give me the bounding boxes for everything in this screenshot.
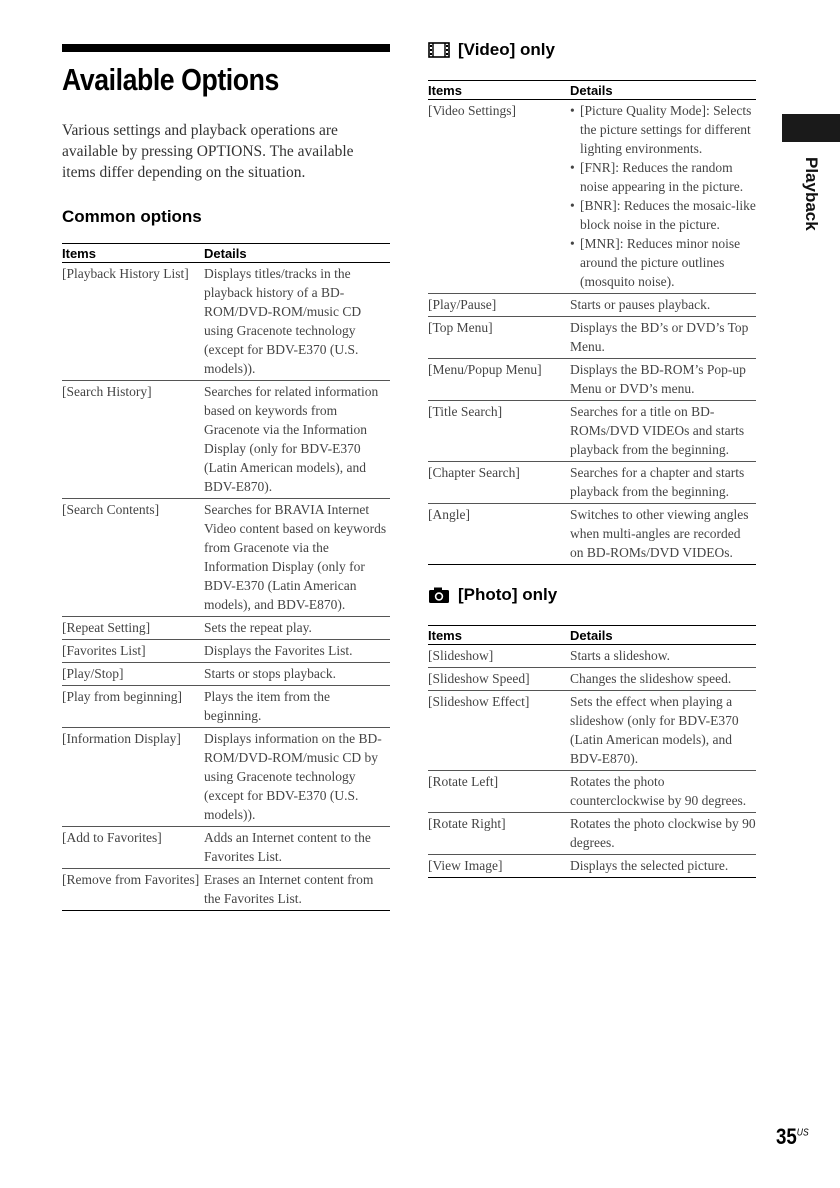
chapter-tab-marker xyxy=(782,114,840,142)
video-only-title: [Video] only xyxy=(458,40,555,59)
item-cell: [Remove from Favorites] xyxy=(62,869,204,911)
items-header: Items xyxy=(428,81,570,100)
item-cell: [Add to Favorites] xyxy=(62,827,204,869)
item-cell: [Rotate Right] xyxy=(428,813,570,855)
chapter-tab-label xyxy=(797,152,825,236)
intro-paragraph: Various settings and playback operations are available by pressing OPTIONS. The available items differ depending on the situation. xyxy=(62,122,354,181)
detail-cell: Searches for related information based on keywords from Gracenote via the Information Display (only for BDV-E370 (Latin American models), and BDV-E870). xyxy=(204,381,390,499)
list-item: • [MNR]: Reduces minor noise around the picture outlines (mosquito noise). xyxy=(570,234,756,291)
item-cell: [Menu/Popup Menu] xyxy=(428,359,570,401)
photo-only-heading xyxy=(428,585,756,605)
table-row xyxy=(428,691,756,771)
items-header: Items xyxy=(428,626,570,645)
page-number xyxy=(776,1124,809,1150)
item-cell: [Playback History List] xyxy=(62,263,204,381)
detail-cell: Starts a slideshow. xyxy=(570,645,756,668)
detail-cell: Searches for BRAVIA Internet Video content based on keywords from Gracenote via the Information Display (only for BDV-E370 (Latin American models), and BDV-E870). xyxy=(204,499,390,617)
detail-cell: Plays the item from the beginning. xyxy=(204,686,390,728)
table-row xyxy=(428,668,756,691)
detail-cell: Starts or stops playback. xyxy=(204,663,390,686)
item-cell: [Favorites List] xyxy=(62,640,204,663)
common-options-heading: Common options xyxy=(62,207,202,226)
item-cell: [Play/Stop] xyxy=(62,663,204,686)
detail-cell: Rotates the photo clockwise by 90 degrees. xyxy=(570,813,756,855)
table-row xyxy=(62,263,390,381)
table-row xyxy=(428,813,756,855)
chapter-tab-text: Playback xyxy=(802,157,821,231)
photo-options-table xyxy=(428,625,756,878)
detail-cell: Rotates the photo counterclockwise by 90 degrees. xyxy=(570,771,756,813)
detail-cell: Displays the BD-ROM’s Pop-up Menu or DVD’s menu. xyxy=(570,359,756,401)
item-cell: [Information Display] xyxy=(62,728,204,827)
detail-cell: Sets the effect when playing a slideshow (only for BDV-E370 (Latin American models), and BDV-E870). xyxy=(570,691,756,771)
table-header-row xyxy=(62,244,390,263)
detail-cell: Displays the Favorites List. xyxy=(204,640,390,663)
film-icon xyxy=(428,41,450,59)
table-row xyxy=(62,686,390,728)
detail-cell: Searches for a chapter and starts playback from the beginning. xyxy=(570,462,756,504)
detail-cell: Sets the repeat play. xyxy=(204,617,390,640)
item-cell: [Slideshow Effect] xyxy=(428,691,570,771)
video-settings-list xyxy=(570,101,756,291)
detail-cell: Erases an Internet content from the Favorites List. xyxy=(204,869,390,911)
table-row xyxy=(428,401,756,462)
item-cell: [Search History] xyxy=(62,381,204,499)
item-cell: [Repeat Setting] xyxy=(62,617,204,640)
list-item: • [BNR]: Reduces the mosaic-like block noise in the picture. xyxy=(570,196,756,234)
list-item: • [FNR]: Reduces the random noise appearing in the picture. xyxy=(570,158,756,196)
item-cell: [Slideshow Speed] xyxy=(428,668,570,691)
details-header: Details xyxy=(204,244,390,263)
item-cell: [Video Settings] xyxy=(428,100,570,294)
detail-cell: Displays the selected picture. xyxy=(570,855,756,878)
detail-cell: Searches for a title on BD-ROMs/DVD VIDEOs and starts playback from the beginning. xyxy=(570,401,756,462)
detail-cell xyxy=(570,100,756,294)
table-row xyxy=(428,294,756,317)
table-row xyxy=(62,381,390,499)
table-row xyxy=(428,504,756,565)
page-title: Available Options xyxy=(62,62,279,97)
table-row xyxy=(62,499,390,617)
details-header: Details xyxy=(570,81,756,100)
table-row xyxy=(428,855,756,878)
table-row xyxy=(62,617,390,640)
details-header: Details xyxy=(570,626,756,645)
table-row xyxy=(428,771,756,813)
right-column xyxy=(428,40,756,878)
detail-cell: Starts or pauses playback. xyxy=(570,294,756,317)
item-cell: [Angle] xyxy=(428,504,570,565)
video-options-table xyxy=(428,80,756,565)
table-row xyxy=(62,869,390,911)
left-column xyxy=(62,44,390,911)
table-row xyxy=(428,317,756,359)
video-only-heading xyxy=(428,40,756,60)
table-header-row xyxy=(428,81,756,100)
item-cell: [Play from beginning] xyxy=(62,686,204,728)
detail-cell: Switches to other viewing angles when multi-angles are recorded on BD-ROMs/DVD VIDEOs. xyxy=(570,504,756,565)
detail-cell: Adds an Internet content to the Favorites List. xyxy=(204,827,390,869)
item-cell: [Play/Pause] xyxy=(428,294,570,317)
table-row xyxy=(62,827,390,869)
table-row xyxy=(62,663,390,686)
detail-cell: Displays titles/tracks in the playback history of a BD-ROM/DVD-ROM/music CD using Gracenote technology (except for BDV-E370 (U.S. models)). xyxy=(204,263,390,381)
title-rule xyxy=(62,44,390,52)
item-cell: [Slideshow] xyxy=(428,645,570,668)
table-row xyxy=(62,640,390,663)
photo-only-title: [Photo] only xyxy=(458,585,558,604)
detail-cell: Changes the slideshow speed. xyxy=(570,668,756,691)
list-item: • [Picture Quality Mode]: Selects the picture settings for different lighting environments. xyxy=(570,101,756,158)
page-number-value: 35 xyxy=(776,1124,797,1149)
item-cell: [View Image] xyxy=(428,855,570,878)
items-header: Items xyxy=(62,244,204,263)
common-options-table xyxy=(62,243,390,911)
page-number-suffix: US xyxy=(796,1127,809,1139)
table-row xyxy=(428,645,756,668)
item-cell: [Chapter Search] xyxy=(428,462,570,504)
item-cell: [Title Search] xyxy=(428,401,570,462)
camera-icon xyxy=(428,586,450,604)
detail-cell: Displays information on the BD-ROM/DVD-ROM/music CD by using Gracenote technology (except for BDV-E370 (U.S. models)). xyxy=(204,728,390,827)
detail-cell: Displays the BD’s or DVD’s Top Menu. xyxy=(570,317,756,359)
table-row xyxy=(428,359,756,401)
item-cell: [Search Contents] xyxy=(62,499,204,617)
item-cell: [Rotate Left] xyxy=(428,771,570,813)
table-row xyxy=(428,462,756,504)
table-header-row xyxy=(428,626,756,645)
table-row xyxy=(62,728,390,827)
item-cell: [Top Menu] xyxy=(428,317,570,359)
table-row xyxy=(428,100,756,294)
